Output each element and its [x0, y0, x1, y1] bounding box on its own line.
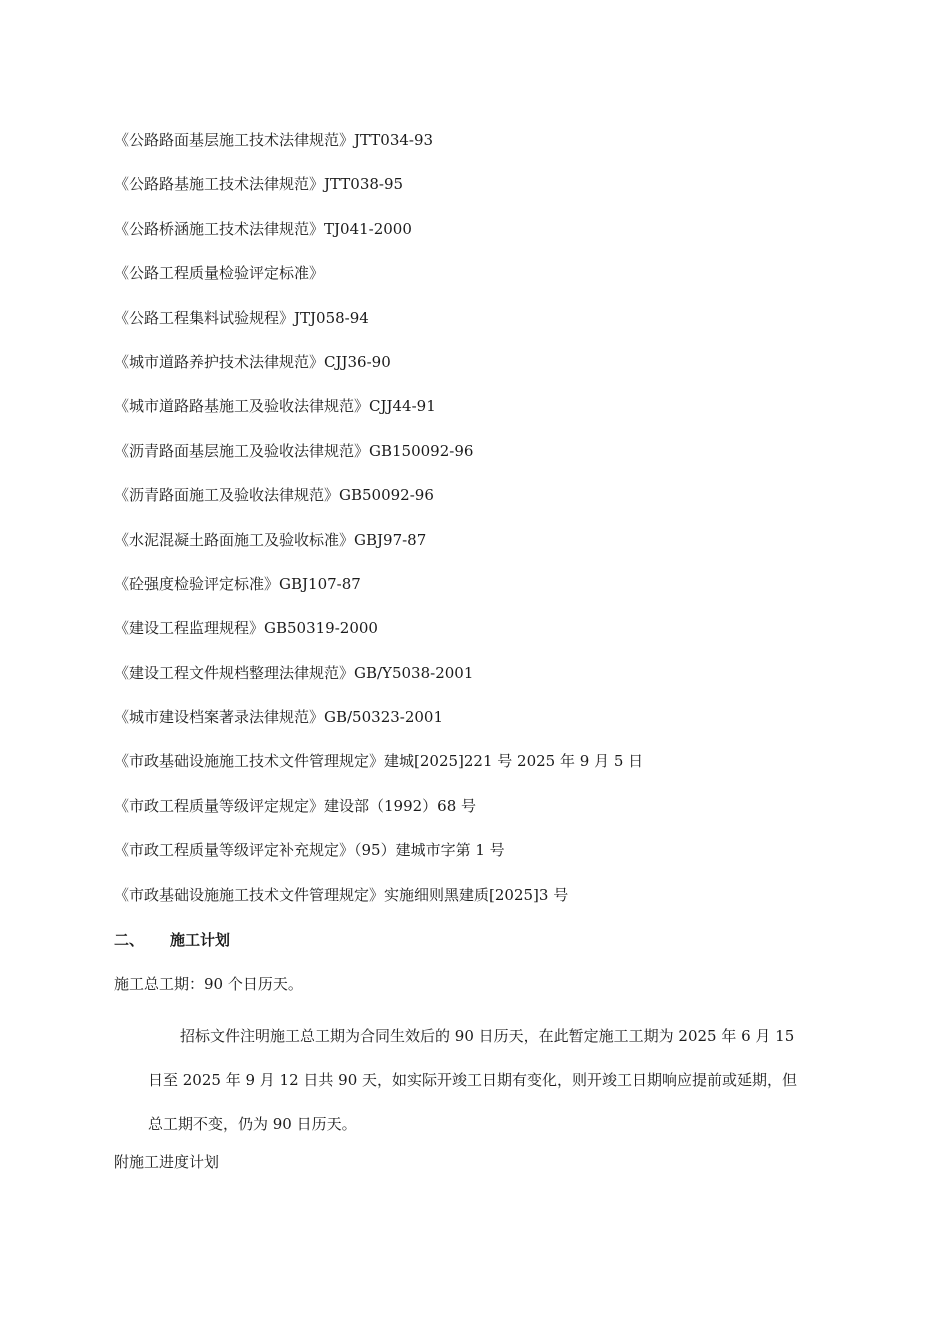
- total-duration: 施工总工期：90 个日历天。: [114, 975, 303, 993]
- standard-item: 《公路桥涵施工技术法律规范》TJ041-2000: [114, 219, 412, 238]
- section-number: 二、: [114, 931, 145, 949]
- section-heading: [114, 928, 230, 952]
- standard-item: 《公路路基施工技术法律规范》JTT038-95: [114, 175, 404, 194]
- standard-item: 《建设工程文件规档整理法律规范》GB/Y5038-2001: [114, 663, 474, 682]
- standard-item: 《市政基础设施施工技术文件管理规定》实施细则黑建质[2025]3 号: [114, 885, 569, 904]
- paragraph-line: 总工期不变，仍为 90 日历天。: [148, 1115, 357, 1133]
- paragraph-line: 招标文件注明施工总工期为合同生效后的 90 日历天，在此暂定施工工期为 2025 年 6 月 15: [180, 1027, 795, 1045]
- standard-item: 《市政工程质量等级评定规定》建设部（1992）68 号: [114, 796, 477, 815]
- section-title: 施工计划: [170, 931, 231, 949]
- standard-item: 《沥青路面施工及验收法律规范》GB50092-96: [114, 486, 434, 505]
- paragraph-line: 日至 2025 年 9 月 12 日共 90 天，如实际开竣工日期有变化，则开竣工日期响应提前或延期，但: [148, 1071, 798, 1089]
- standard-item: 《城市道路路基施工及验收法律规范》CJJ44-91: [114, 397, 436, 416]
- standard-item: 《公路路面基层施工技术法律规范》JTT034-93: [114, 131, 434, 149]
- standard-item: 《砼强度检验评定标准》GBJ107-87: [114, 574, 361, 593]
- standard-item: 《沥青路面基层施工及验收法律规范》GB150092-96: [114, 441, 474, 460]
- standard-item: 《公路工程质量检验评定标准》: [114, 264, 325, 283]
- standard-item: 《市政基础设施施工技术文件管理规定》建城[2025]221 号 2025 年 9 月 5 日: [114, 752, 644, 771]
- standards-list: [114, 128, 643, 927]
- standard-item: 《建设工程监理规程》GB50319-2000: [114, 619, 378, 638]
- standard-item: 《水泥混凝土路面施工及验收标准》GBJ97-87: [114, 530, 427, 549]
- standard-item: 《城市建设档案著录法律规范》GB/50323-2001: [114, 708, 444, 727]
- standard-item: 《城市道路养护技术法律规范》CJJ36-90: [114, 352, 391, 371]
- standard-item: 《市政工程质量等级评定补充规定》（95）建城市字第 1 号: [114, 841, 505, 860]
- standard-item: 《公路工程集料试验规程》JTJ058-94: [114, 308, 369, 327]
- schedule-paragraph: [148, 1014, 854, 1146]
- appendix-label: 附施工进度计划: [114, 1153, 220, 1171]
